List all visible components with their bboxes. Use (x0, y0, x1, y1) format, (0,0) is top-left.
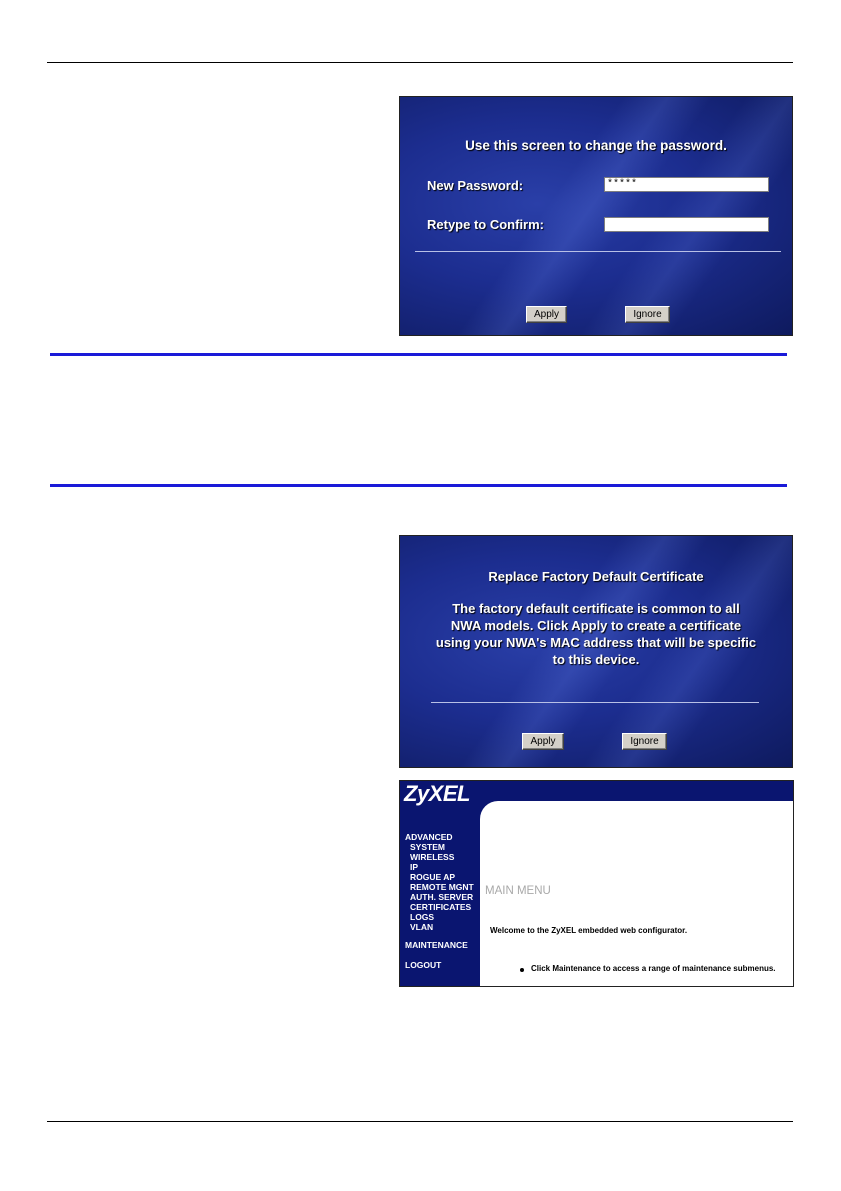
bullet-icon (520, 968, 524, 972)
change-password-panel (399, 96, 793, 336)
panel-separator (415, 251, 781, 252)
nav-advanced[interactable]: ADVANCED (405, 832, 453, 842)
apply-button[interactable]: Apply (526, 306, 567, 323)
certificate-text-line: using your NWA's MAC address that will be specific (435, 635, 757, 650)
retype-password-field[interactable] (604, 217, 769, 232)
note-bottom-rule (50, 484, 787, 487)
nav-certificates[interactable]: CERTIFICATES (410, 902, 472, 912)
welcome-text: Welcome to the ZyXEL embedded web configurator. (490, 926, 688, 935)
nav-maintenance[interactable]: MAINTENANCE (405, 940, 468, 950)
ignore-button[interactable]: Ignore (625, 306, 670, 323)
header-rule (47, 62, 793, 63)
password-screen-title: Use this screen to change the password. (465, 138, 727, 153)
retype-password-label: Retype to Confirm: (427, 217, 544, 232)
nav-vlan[interactable]: VLAN (410, 922, 434, 932)
certificate-text-line: NWA models. Click Apply to create a certificate (450, 618, 742, 633)
nav-rogue-ap[interactable]: ROGUE AP (410, 872, 456, 882)
nav-logout[interactable]: LOGOUT (405, 960, 442, 970)
new-password-label: New Password: (427, 178, 524, 193)
zyxel-logo: ZyXEL (404, 781, 470, 806)
nav-wireless[interactable]: WIRELESS (410, 852, 455, 862)
note-top-rule (50, 353, 787, 356)
nav-logs[interactable]: LOGS (410, 912, 435, 922)
main-content-area (480, 801, 793, 986)
maintenance-hint-text: Click Maintenance to access a range of maintenance submenus. (531, 964, 776, 973)
apply-button[interactable]: Apply (522, 733, 564, 750)
panel-separator (431, 702, 759, 703)
nav-auth-server[interactable]: AUTH. SERVER (410, 892, 474, 902)
certificate-text-line: The factory default certificate is common to all (452, 601, 740, 616)
replace-certificate-panel (399, 535, 793, 768)
certificate-text-line: to this device. (552, 652, 640, 667)
nav-ip[interactable]: IP (410, 862, 419, 872)
main-menu-heading: MAIN MENU (485, 885, 551, 897)
nav-remote-mgnt[interactable]: REMOTE MGNT (410, 882, 474, 892)
nav-system[interactable]: SYSTEM (410, 842, 445, 852)
main-menu-screen (399, 780, 794, 987)
new-password-field[interactable]: ***** (604, 177, 769, 192)
ignore-button[interactable]: Ignore (622, 733, 667, 750)
footer-rule (47, 1121, 793, 1122)
certificate-screen-title: Replace Factory Default Certificate (488, 569, 704, 584)
